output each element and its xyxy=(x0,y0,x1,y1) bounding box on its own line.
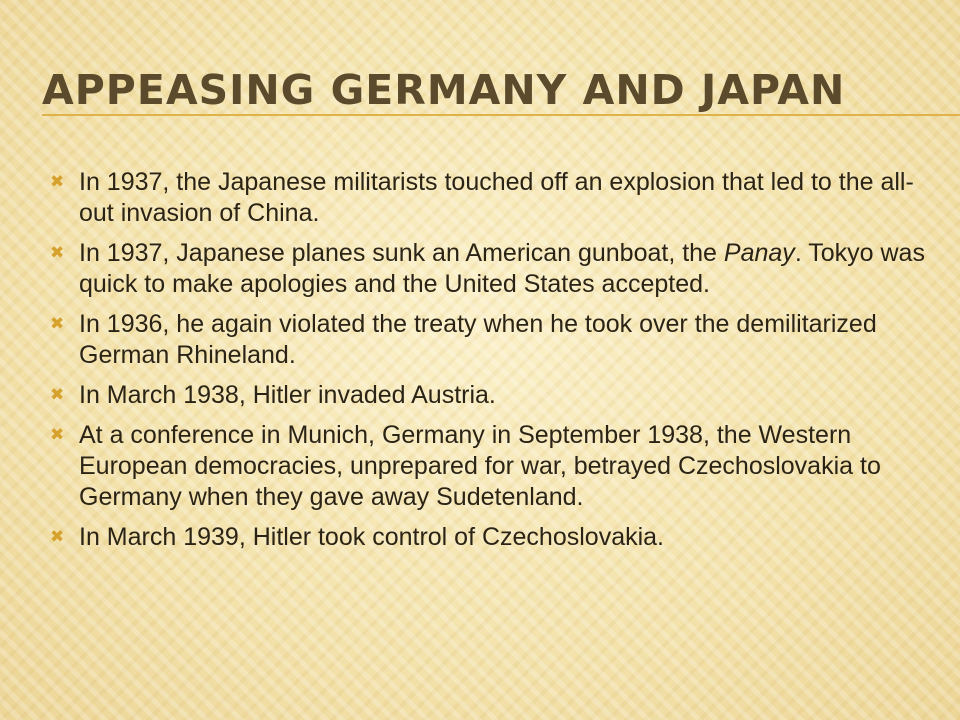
bullet-item-5 xyxy=(46,420,926,513)
bullet-item-1 xyxy=(46,167,926,229)
x-bullet-icon: ✖ xyxy=(50,385,65,405)
slide-title: APPEASING GERMANY AND JAPAN xyxy=(42,66,846,114)
bullet-text: In March 1939, Hitler took control of Czechoslovakia. xyxy=(79,523,664,551)
bullet-item-6 xyxy=(46,522,926,553)
bullet-text: In 1937, Japanese planes sunk an American gunboat, the Panay. Tokyo was quick to make apologies and the United States accepted. xyxy=(79,239,925,298)
bullet-text: At a conference in Munich, Germany in September 1938, the Western European democracies, unprepared for war, betrayed Czechoslovakia to Germany when they gave away Sudetenland. xyxy=(79,421,881,511)
bullet-item-3 xyxy=(46,309,926,371)
bullet-list xyxy=(46,167,926,562)
bullet-item-2 xyxy=(46,238,926,300)
ship-name: Panay xyxy=(723,239,795,267)
x-bullet-icon: ✖ xyxy=(50,172,65,192)
x-bullet-icon: ✖ xyxy=(50,243,65,263)
x-bullet-icon: ✖ xyxy=(50,425,65,445)
bullet-text: In March 1938, Hitler invaded Austria. xyxy=(79,381,496,409)
title-underline xyxy=(42,114,960,116)
bullet-text: In 1937, the Japanese militarists touched off an explosion that led to the all-out invasion of China. xyxy=(79,168,914,227)
bullet-item-4 xyxy=(46,380,926,411)
x-bullet-icon: ✖ xyxy=(50,314,65,334)
x-bullet-icon: ✖ xyxy=(50,527,65,547)
bullet-text: In 1936, he again violated the treaty when he took over the demilitarized German Rhineland. xyxy=(79,310,877,369)
